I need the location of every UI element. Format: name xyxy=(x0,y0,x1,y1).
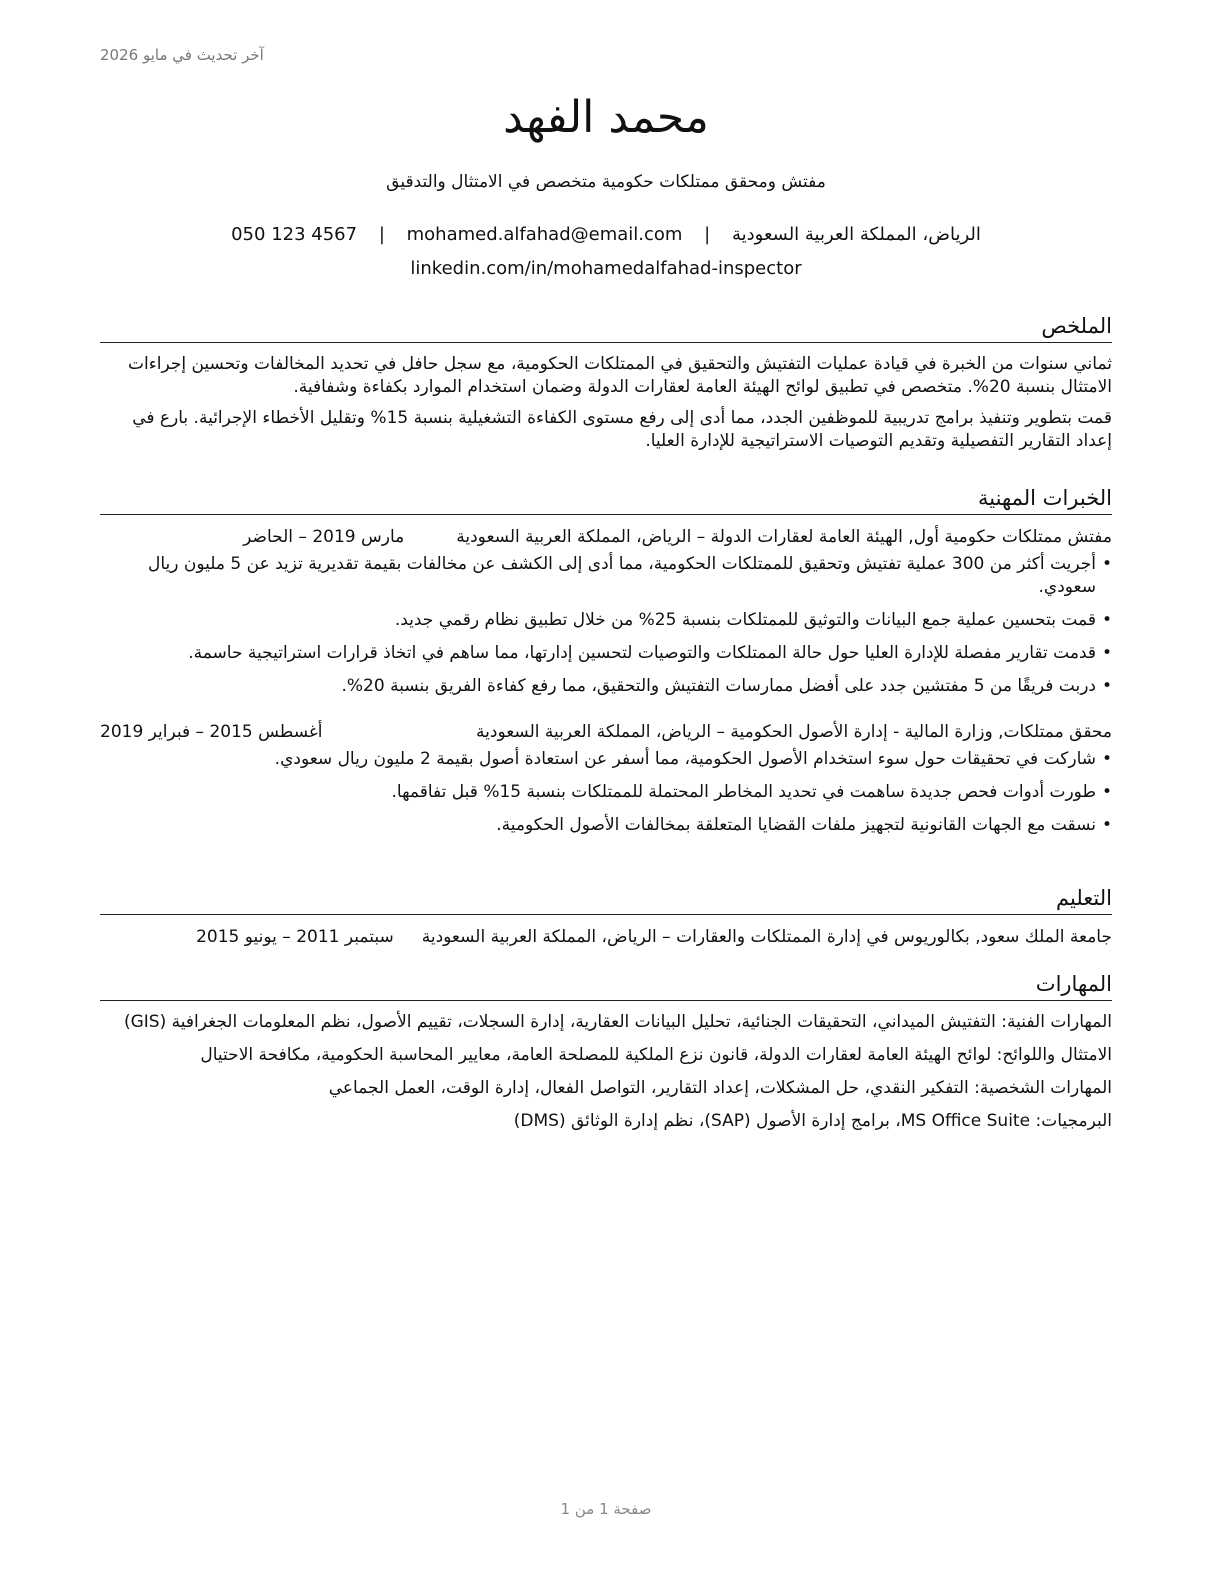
summary-paragraph: ثماني سنوات من الخبرة في قيادة عمليات التفتيش والتحقيق في الممتلكات الحكومية، مع سجل حافل في تحديد المخالفات وتحسين إجراءات الامتثال بنسبة 20%. متخصص في تطبيق لوائح الهيئة العامة لعقارات الدولة وضمان استخدام الموارد بكفاءة وشفافية. xyxy=(128,354,1112,397)
skills-section xyxy=(100,970,1112,1143)
skill-line: المهارات الفنية: التفتيش الميداني، التحقيقات الجنائية، تحليل البيانات العقارية، إدارة السجلات، تقييم الأصول، نظم المعلومات الجغرافية (GIS) xyxy=(123,1012,1112,1032)
job-role: محقق ممتلكات, وزارة المالية - إدارة الأصول الحكومية – الرياض، المملكة العربية السعودية xyxy=(476,722,1112,742)
education-entry xyxy=(100,925,1112,949)
summary-section xyxy=(100,312,1112,461)
summary-paragraph: قمت بتطوير وتنفيذ برامج تدريبية للموظفين الجدد، مما أدى إلى رفع مستوى الكفاءة التشغيلية بنسبة 15% وتقليل الأخطاء الإجرائية. بارع في إعداد التقارير التفصيلية وتقديم التوصيات الاستراتيجية للإدارة العليا. xyxy=(132,408,1112,451)
contact-separator: | xyxy=(378,224,385,245)
skill-line: المهارات الشخصية: التفكير النقدي، حل المشكلات، إعداد التقارير، التواصل الفعال، إدارة الوقت، العمل الجماعي xyxy=(328,1078,1112,1098)
job-dates: أغسطس 2015 – فبراير 2019 xyxy=(100,722,323,742)
job-header xyxy=(100,525,1112,549)
page-number: صفحة 1 من 1 xyxy=(560,1500,652,1518)
job-role: مفتش ممتلكات حكومية أول, الهيئة العامة لعقارات الدولة – الرياض، المملكة العربية السعودية xyxy=(456,527,1112,547)
section-title: التعليم xyxy=(100,884,1112,915)
last-updated: آخر تحديث في مايو 2026 xyxy=(100,46,264,64)
contact-separator: | xyxy=(704,224,711,245)
list-item: • قمت بتحسين عملية جمع البيانات والتوثيق للممتلكات بنسبة 25% من خلال تطبيق نظام رقمي جديد. xyxy=(100,609,1112,632)
list-item: • شاركت في تحقيقات حول سوء استخدام الأصول الحكومية، مما أسفر عن استعادة أصول بقيمة 2 مليون ريال سعودي. xyxy=(100,748,1112,771)
experience-section xyxy=(100,484,1112,847)
job-header xyxy=(100,720,1112,744)
section-title: الخبرات المهنية xyxy=(100,484,1112,515)
list-item: • طورت أدوات فحص جديدة ساهمت في تحديد المخاطر المحتملة للممتلكات بنسبة 15% قبل تفاقمها. xyxy=(100,781,1112,804)
education-section xyxy=(100,884,1112,953)
job-entry xyxy=(100,525,1112,698)
contact-phone: 050 123 4567 xyxy=(231,224,358,245)
list-item: • قدمت تقارير مفصلة للإدارة العليا حول حالة الممتلكات والتوصيات لتحسين إدارتها، مما ساهم في اتخاذ قرارات استراتيجية حاسمة. xyxy=(100,642,1112,665)
job-dates: مارس 2019 – الحاضر xyxy=(243,527,405,547)
contact-location: الرياض، المملكة العربية السعودية xyxy=(731,224,981,245)
job-entry xyxy=(100,720,1112,837)
resume-page xyxy=(100,0,1112,1584)
contact-email[interactable]: mohamed.alfahad@email.com xyxy=(406,224,683,245)
job-bullets xyxy=(100,553,1112,698)
section-title: الملخص xyxy=(100,312,1112,343)
linkedin-link[interactable]: linkedin.com/in/mohamedalfahad-inspector xyxy=(410,258,802,279)
skill-line: الامتثال واللوائح: لوائح الهيئة العامة لعقارات الدولة، قانون نزع الملكية للمصلحة العامة، معايير المحاسبة الحكومية، مكافحة الاحتيال xyxy=(200,1045,1112,1065)
skill-line: البرمجيات: MS Office Suite، برامج إدارة الأصول (SAP)، نظم إدارة الوثائق (DMS) xyxy=(513,1111,1112,1131)
candidate-title: مفتش ومحقق ممتلكات حكومية متخصص في الامتثال والتدقيق xyxy=(386,172,826,192)
section-title: المهارات xyxy=(100,970,1112,1001)
education-degree: جامعة الملك سعود, بكالوريوس في إدارة الممتلكات والعقارات – الرياض، المملكة العربية السعودية xyxy=(421,927,1112,947)
education-dates: سبتمبر 2011 – يونيو 2015 xyxy=(196,927,394,947)
job-bullets xyxy=(100,748,1112,837)
list-item: • نسقت مع الجهات القانونية لتجهيز ملفات القضايا المتعلقة بمخالفات الأصول الحكومية. xyxy=(100,814,1112,837)
list-item: • أجريت أكثر من 300 عملية تفتيش وتحقيق للممتلكات الحكومية، مما أدى إلى الكشف عن مخالفات بقيمة تقديرية تزيد عن 5 مليون ريال سعودي. xyxy=(100,553,1112,599)
contact-line xyxy=(100,224,1112,245)
candidate-name: محمد الفهد xyxy=(503,92,709,143)
list-item: • دربت فريقًا من 5 مفتشين جدد على أفضل ممارسات التفتيش والتحقيق، مما رفع كفاءة الفريق بنسبة 20%. xyxy=(100,675,1112,698)
